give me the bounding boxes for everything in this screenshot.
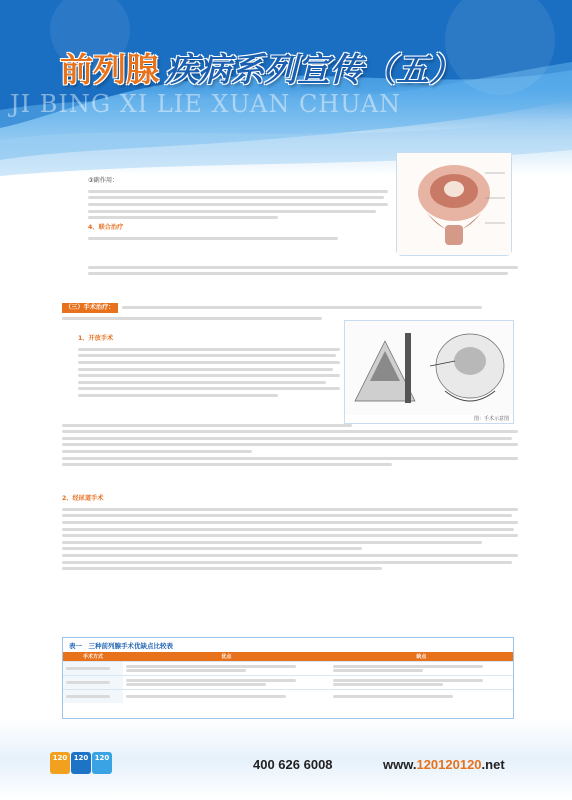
endo-surgery-block [62,494,518,574]
logo-block-2: 120 [71,752,91,774]
table-header-cons: 缺点 [330,652,513,661]
side-effects-block [88,176,388,243]
endo-surgery-heading: 2、经尿道手术 [62,495,104,502]
table-row [63,675,513,689]
table-title: 表一 三种前列腺手术优缺点比较表 [69,642,173,650]
figure-caption: 图：手术示意图 [473,416,509,422]
table-row [63,689,513,703]
combo-therapy-heading: 4、联合治疗 [88,223,124,231]
site-suffix: .net [481,757,505,772]
poster-title [60,44,462,91]
title-part1: 前列腺 [60,50,159,89]
footer-bar [0,740,572,800]
website-url [383,757,505,772]
table-header-pros: 优点 [123,652,330,661]
combo-paragraph [88,262,518,279]
site-highlight: 120120120 [416,757,482,772]
surgery-diagram-image [344,320,514,424]
hotline-phone: 400 626 6008 [253,757,333,772]
logo-block-1: 120 [50,752,70,774]
open-surgery-heading: 1、开放手术 [78,335,114,342]
pinyin-subtitle: JI BING XI LIE XUAN CHUAN [10,90,402,118]
table-grid [63,652,513,703]
site-prefix: www. [383,757,417,772]
side-effects-heading: ③副作用： [88,177,119,184]
prostate-anatomy-image [396,152,512,256]
comparison-table [62,637,514,719]
table-row [63,661,513,675]
open-surgery-block [78,334,340,401]
table-header-method: 手术方式 [63,652,123,661]
section3-tag: （三）手术治疗： [62,303,118,313]
title-part2: 疾病系列宣传（五） [165,50,462,89]
open-surgery-continued [62,420,518,470]
logo-block-3: 120 [92,752,112,774]
